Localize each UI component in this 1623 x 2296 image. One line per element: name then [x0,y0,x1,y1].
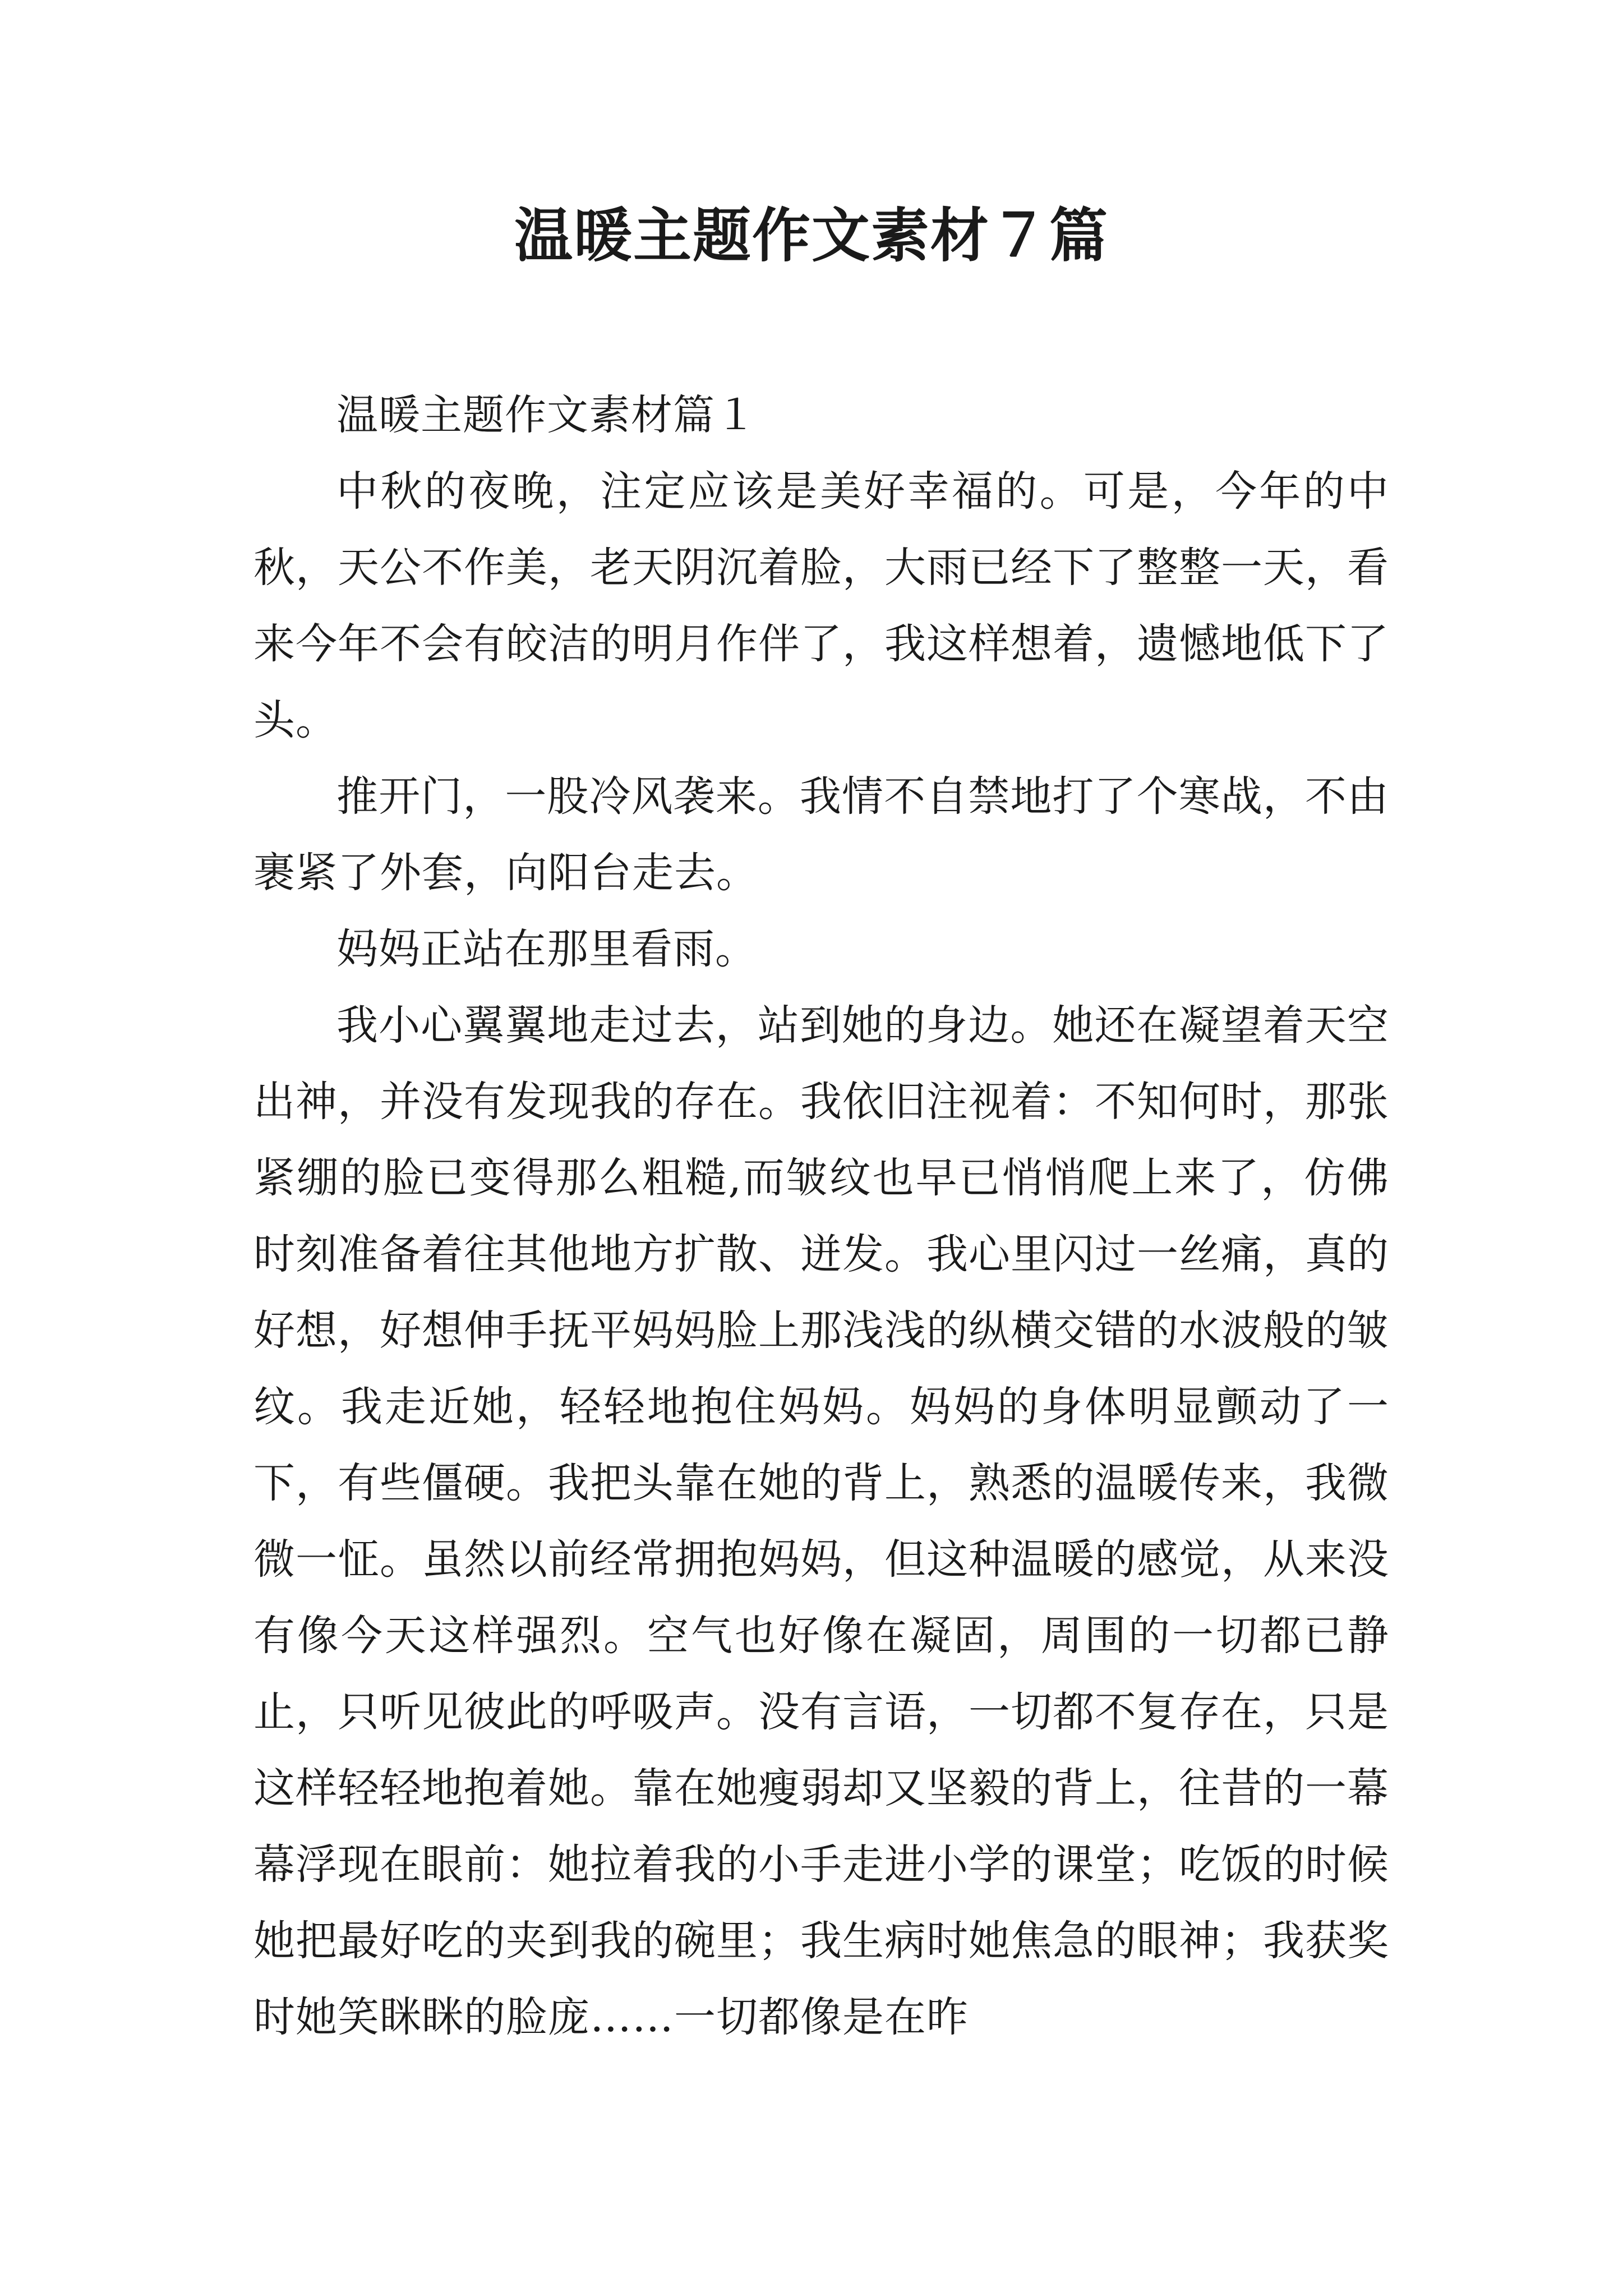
document-body [253,377,1389,2055]
paragraph: 推开门，一股冷风袭来。我情不自禁地打了个寒战，不由裹紧了外套，向阳台走去。 [253,772,1389,897]
paragraph: 中秋的夜晚，注定应该是美好幸福的。可是，今年的中秋，天公不作美，老天阴沉着脸，大雨已经下了整整一天，看来今年不会有皎洁的明月作伴了，我这样想着，遗憾地低下了头。 [253,467,1389,744]
paragraph: 我小心翼翼地走过去，站到她的身边。她还在凝望着天空出神，并没有发现我的存在。我依旧注视着：不知何时，那张紧绷的脸已变得那么粗糙,而皱纹也早已悄悄爬上来了，仿佛时刻准备着往其他地方扩散、迸发。我心里闪过一丝痛，真的好想，好想伸手抚平妈妈脸上那浅浅的纵横交错的水波般的皱纹。我走近她，轻轻地抱住妈妈。妈妈的身体明显颤动了一下，有些僵硬。我把头靠在她的背上，熟悉的温暖传来，我微微一怔。虽然以前经常拥抱妈妈，但这种温暖的感觉，从来没有像今天这样强烈。空气也好像在凝固，周围的一切都已静止，只听见彼此的呼吸声。没有言语，一切都不复存在，只是这样轻轻地抱着她。靠在她瘦弱却又坚毅的背上，往昔的一幕幕浮现在眼前：她拉着我的小手走进小学的课堂；吃饭的时候她把最好吃的夹到我的碗里；我生病时她焦急的眼神；我获奖时她笑眯眯的脸庞……一切都像是在昨 [253,1001,1389,2041]
paragraph: 妈妈正站在那里看雨。 [336,925,757,973]
document-title: 温暖主题作文素材７篇 [514,201,1109,270]
section-heading: 温暖主题作文素材篇１ [336,391,757,439]
